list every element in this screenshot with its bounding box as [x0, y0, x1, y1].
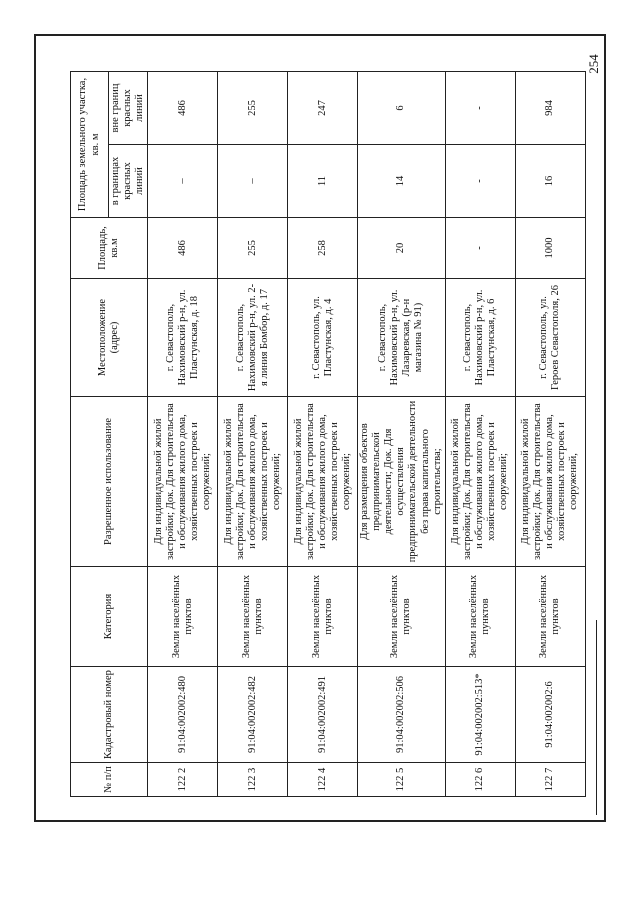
- header-outside: вне границ красных линий: [109, 71, 148, 144]
- cell-area: 1000: [515, 218, 585, 279]
- cell-cadastral: 91:04:002002:513*: [445, 667, 515, 763]
- cell-inside: –: [218, 145, 288, 218]
- cell-num: 122 5: [358, 763, 445, 797]
- page-number: 254: [586, 54, 601, 74]
- cell-category: Земли населённых пунктов: [218, 567, 288, 667]
- cell-outside: 6: [358, 71, 445, 144]
- cell-cadastral: 91:04:002002:480: [148, 667, 218, 763]
- header-inside: в границах красных линий: [109, 145, 148, 218]
- cell-outside: 255: [218, 71, 288, 144]
- cell-inside: –: [148, 145, 218, 218]
- cell-category: Земли населённых пунктов: [358, 567, 445, 667]
- cell-use: Для индивидуальной жилой застройки; Док. Для строительства и обслуживания жилого дома, хозяйственных построек и сооружений;: [445, 397, 515, 567]
- table-row: [148, 71, 218, 796]
- cell-area: -: [445, 218, 515, 279]
- cell-num: 122 4: [288, 763, 358, 797]
- cell-use: Для индивидуальной жилой застройки; Док. Для строительства и обслуживания жилого дома, хозяйственных построек и сооружений;: [148, 397, 218, 567]
- cell-inside: 16: [515, 145, 585, 218]
- cell-location: г. Севастополь, Нахимовский р-н, ул. Пластунская, д. 6: [445, 279, 515, 397]
- cell-area: 258: [288, 218, 358, 279]
- cell-outside: 984: [515, 71, 585, 144]
- footer-rule: [596, 620, 597, 815]
- cell-outside: -: [445, 71, 515, 144]
- cell-cadastral: 91:04:002002:6: [515, 667, 585, 763]
- table-row: [218, 71, 288, 796]
- cell-outside: 486: [148, 71, 218, 144]
- table-row: [445, 71, 515, 796]
- cell-cadastral: 91:04:002002:491: [288, 667, 358, 763]
- land-parcels-table: [70, 71, 586, 797]
- cell-location: г. Севастополь, Нахимовский р-н, ул. 2-я линия Бомбор, д. 17: [218, 279, 288, 397]
- cell-category: Земли населённых пунктов: [515, 567, 585, 667]
- header-land-area: Площадь земельного участка, кв. м: [71, 71, 109, 217]
- cell-num: 122 6: [445, 763, 515, 797]
- cell-category: Земли населённых пунктов: [148, 567, 218, 667]
- cell-use: Для индивидуальной жилой застройки; Док. Для строительства и обслуживания жилого дома, хозяйственных построек и сооружений;: [218, 397, 288, 567]
- header-category: Категория: [71, 567, 148, 667]
- cell-inside: 11: [288, 145, 358, 218]
- cell-use: Для индивидуальной жилой застройки; Док. Для строительства и обслуживания жилого дома, хозяйственных построек и сооружений,: [515, 397, 585, 567]
- cell-num: 122 3: [218, 763, 288, 797]
- cell-use: Для индивидуальной жилой застройки; Док. Для строительства и обслуживания жилого дома, хозяйственных построек и сооружений;: [288, 397, 358, 567]
- cell-location: г. Севастополь, Нахимовский р-н, ул. Пластунская, д. 18: [148, 279, 218, 397]
- cell-cadastral: 91:04:002002:482: [218, 667, 288, 763]
- cell-category: Земли населённых пунктов: [445, 567, 515, 667]
- cell-category: Земли населённых пунктов: [288, 567, 358, 667]
- header-permitted-use: Разрешенное использование: [71, 397, 148, 567]
- cell-cadastral: 91:04:002002:506: [358, 667, 445, 763]
- cell-location: г. Севастополь, ул. Героев Севастополя, 26: [515, 279, 585, 397]
- cell-area: 20: [358, 218, 445, 279]
- cell-use: Для размещения объектов предпринимательской деятельности; Док. Для осуществления предпринимательской деятельности без права капитального строительства;: [358, 397, 445, 567]
- table-row: [515, 71, 585, 796]
- cell-inside: 14: [358, 145, 445, 218]
- cell-outside: 247: [288, 71, 358, 144]
- cell-area: 486: [148, 218, 218, 279]
- cell-num: 122 7: [515, 763, 585, 797]
- cell-location: г. Севастополь, ул. Пластунская, д. 4: [288, 279, 358, 397]
- header-area: Площадь, кв.м: [71, 218, 148, 279]
- rotated-table-container: [70, 72, 580, 797]
- table-row: [358, 71, 445, 796]
- header-location: Местоположение (адрес): [71, 279, 148, 397]
- cell-area: 255: [218, 218, 288, 279]
- header-cadastral: Кадастровый номер: [71, 667, 148, 763]
- cell-location: г. Севастополь, Нахимовский р-н, ул. Лазаревская, (р-н магазина № 91): [358, 279, 445, 397]
- header-num: № п/п: [71, 763, 148, 797]
- cell-num: 122 2: [148, 763, 218, 797]
- cell-inside: -: [445, 145, 515, 218]
- table-row: [288, 71, 358, 796]
- table-body: [148, 71, 585, 796]
